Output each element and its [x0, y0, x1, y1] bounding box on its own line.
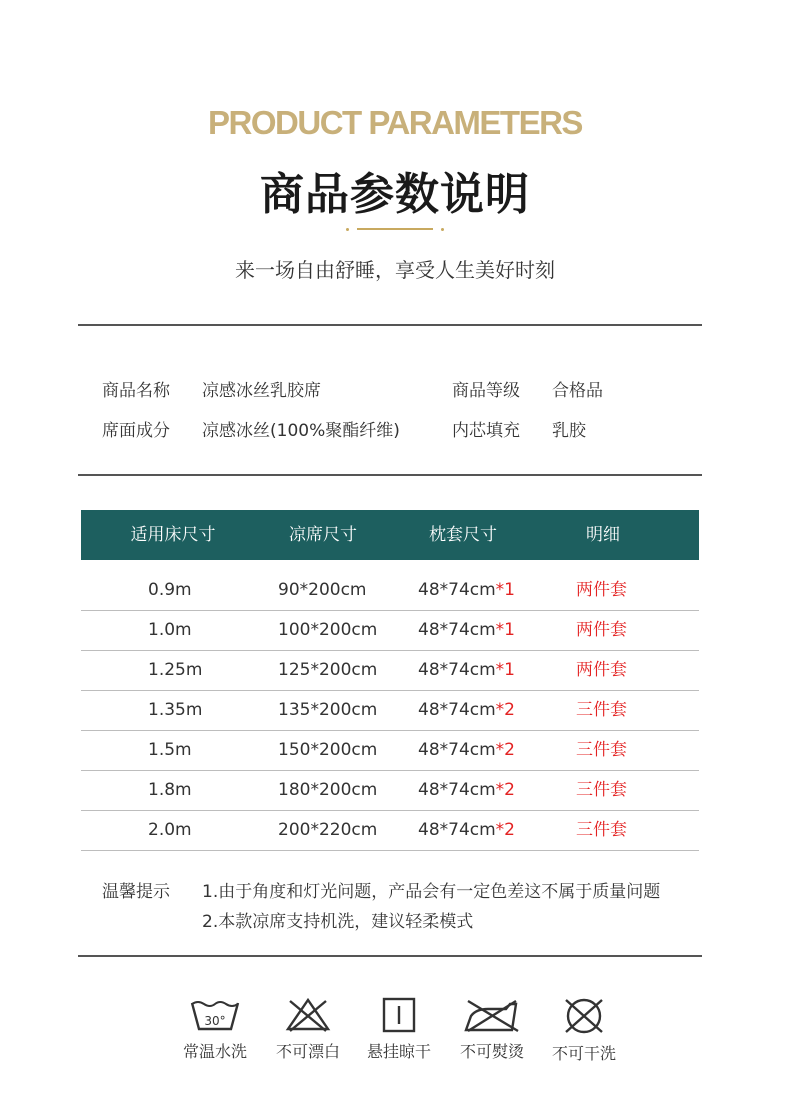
param-label: 内芯填充 [452, 421, 520, 441]
param-label: 席面成分 [102, 421, 170, 441]
cell-bed: 1.8m [148, 780, 192, 800]
cell-mat: 180*200cm [278, 780, 378, 800]
care-label: 悬挂晾干 [366, 1042, 431, 1061]
param-value: 合格品 [552, 381, 603, 401]
no-dry-clean-icon [558, 997, 610, 1035]
table-row [81, 570, 699, 611]
cell-detail: 三件套 [576, 740, 627, 760]
care-label: 常温水洗 [182, 1042, 247, 1061]
cell-pillow: 48*74cm*1 [418, 660, 515, 680]
wash-temp: 30° [204, 1014, 226, 1028]
table-row [81, 810, 699, 851]
cell-bed: 2.0m [148, 820, 192, 840]
cell-detail: 三件套 [576, 700, 627, 720]
cell-pillow: 48*74cm*2 [418, 740, 515, 760]
cell-qty: *2 [495, 820, 515, 840]
cell-mat: 135*200cm [278, 700, 378, 720]
header-pillow-size: 枕套尺寸 [429, 525, 497, 545]
care-item [447, 997, 537, 1062]
cell-detail: 两件套 [576, 580, 627, 600]
tips-label: 温馨提示 [102, 882, 170, 902]
cell-detail: 两件套 [576, 620, 627, 640]
divider-top [78, 324, 702, 326]
header-mat-size: 凉席尺寸 [289, 525, 357, 545]
divider-bottom [78, 955, 702, 957]
care-label: 不可漂白 [275, 1042, 340, 1061]
param-label: 商品等级 [452, 381, 520, 401]
cell-qty: *2 [495, 780, 515, 800]
cell-bed: 1.35m [148, 700, 203, 720]
cell-qty: *1 [495, 620, 515, 640]
tip-line-2: 2.本款凉席支持机洗，建议轻柔模式 [202, 912, 474, 932]
cell-pillow: 48*74cm*1 [418, 580, 515, 600]
care-item [170, 997, 260, 1062]
care-label: 不可干洗 [551, 1044, 616, 1063]
english-title: PRODUCT PARAMETERS [208, 104, 582, 141]
cell-qty: *1 [495, 580, 515, 600]
cell-pillow: 48*74cm*1 [418, 620, 515, 640]
cell-detail: 三件套 [576, 820, 627, 840]
param-value: 凉感冰丝(100%聚酯纤维) [202, 421, 400, 441]
cell-bed: 1.0m [148, 620, 192, 640]
cell-pillow: 48*74cm*2 [418, 700, 515, 720]
care-label: 不可熨烫 [459, 1042, 524, 1061]
param-label: 商品名称 [102, 381, 170, 401]
cell-detail: 三件套 [576, 780, 627, 800]
no-iron-icon [462, 997, 522, 1033]
cell-pillow: 48*74cm*2 [418, 780, 515, 800]
cell-detail: 两件套 [576, 660, 627, 680]
table-row [81, 690, 699, 731]
table-row [81, 650, 699, 691]
header-bed-size: 适用床尺寸 [130, 525, 216, 545]
cell-bed: 1.25m [148, 660, 203, 680]
tip-line-1: 1.由于角度和灯光问题，产品会有一定色差这不属于质量问题 [202, 882, 661, 902]
cell-bed: 1.5m [148, 740, 192, 760]
header-detail: 明细 [586, 525, 620, 545]
table-row [81, 730, 699, 771]
cell-qty: *2 [495, 740, 515, 760]
cell-mat: 125*200cm [278, 660, 378, 680]
title-divider [346, 226, 444, 232]
table-header [81, 510, 699, 560]
table-row [81, 770, 699, 811]
care-item [539, 997, 629, 1064]
page-title: 商品参数说明 [260, 169, 530, 220]
care-item [263, 997, 353, 1062]
table-row [81, 610, 699, 651]
param-value: 凉感冰丝乳胶席 [202, 381, 321, 401]
cell-pillow: 48*74cm*2 [418, 820, 515, 840]
cell-bed: 0.9m [148, 580, 192, 600]
cell-mat: 200*220cm [278, 820, 378, 840]
care-item [354, 997, 444, 1062]
hang-dry-icon [373, 997, 425, 1033]
subtitle: 来一场自由舒睡，享受人生美好时刻 [235, 258, 555, 282]
wash-30-icon [189, 997, 241, 1033]
no-bleach-icon [282, 997, 334, 1033]
cell-mat: 90*200cm [278, 580, 367, 600]
cell-qty: *2 [495, 700, 515, 720]
cell-mat: 100*200cm [278, 620, 378, 640]
divider-middle [78, 474, 702, 476]
param-value: 乳胶 [552, 421, 586, 441]
cell-qty: *1 [495, 660, 515, 680]
cell-mat: 150*200cm [278, 740, 378, 760]
